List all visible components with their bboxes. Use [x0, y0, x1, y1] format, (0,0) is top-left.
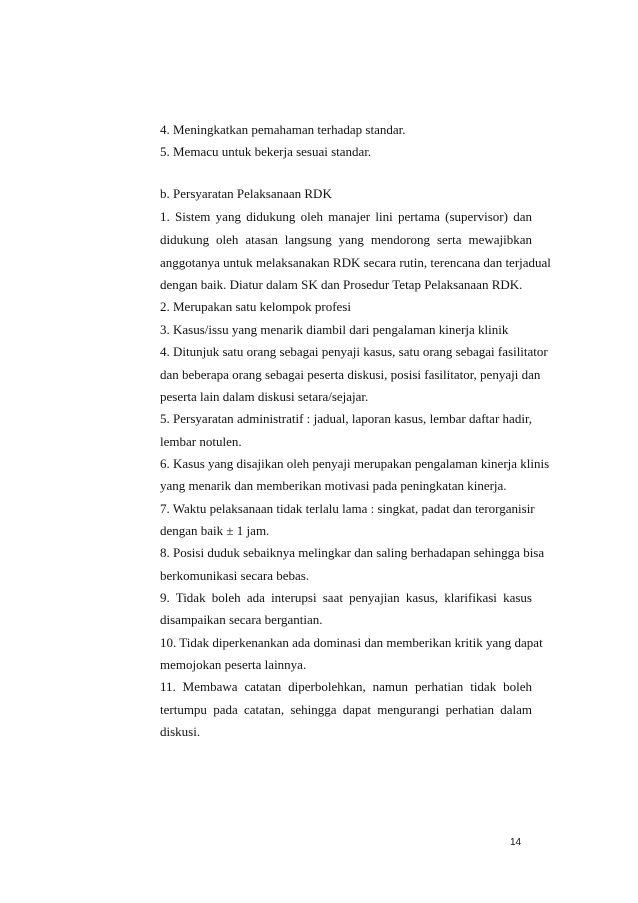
text-line: 6. Kasus yang disajikan oleh penyaji merupakan pengalaman kinerja klinis [160, 456, 550, 471]
text-line: tertumpu pada catatan, sehingga dapat mengurangi perhatian dalam [160, 702, 532, 717]
text-line: 9. Tidak boleh ada interupsi saat penyajian kasus, klarifikasi kasus [160, 590, 532, 605]
text-line: memojokan peserta lainnya. [160, 657, 307, 672]
text-line: 1. Sistem yang didukung oleh manajer lini pertama (supervisor) dan [160, 209, 532, 224]
text-line: lembar notulen. [160, 434, 242, 449]
text-line: anggotanya untuk melaksanakan RDK secara rutin, terencana dan terjadual [160, 255, 551, 270]
text-line: dengan baik. Diatur dalam SK dan Prosedur Tetap Pelaksanaan RDK. [160, 277, 523, 292]
text-line: 5. Persyaratan administratif : jadual, laporan kasus, lembar daftar hadir, [160, 411, 532, 426]
text-line: 3. Kasus/issu yang menarik diambil dari pengalaman kinerja klinik [160, 322, 509, 337]
section-heading: b. Persyaratan Pelaksanaan RDK [160, 186, 332, 201]
text-line: dengan baik ± 1 jam. [160, 523, 270, 538]
text-line: 2. Merupakan satu kelompok profesi [160, 299, 351, 314]
text-line: 8. Posisi duduk sebaiknya melingkar dan saling berhadapan sehingga bisa [160, 545, 545, 560]
text-line: peserta lain dalam diskusi setara/sejajar. [160, 389, 369, 404]
text-line: didukung oleh atasan langsung yang mendorong serta mewajibkan [160, 232, 532, 247]
page-number: 14 [510, 837, 522, 848]
text-line: 4. Meningkatkan pemahaman terhadap standar. [160, 122, 406, 137]
text-line: 10. Tidak diperkenankan ada dominasi dan memberikan kritik yang dapat [160, 635, 543, 650]
text-line: berkomunikasi secara bebas. [160, 568, 310, 583]
text-line: 7. Waktu pelaksanaan tidak terlalu lama : singkat, padat dan terorganisir [160, 501, 535, 516]
text-line: 11. Membawa catatan diperbolehkan, namun perhatian tidak boleh [160, 679, 532, 694]
text-line: dan beberapa orang sebagai peserta diskusi, posisi fasilitator, penyaji dan [160, 367, 541, 382]
text-line: 5. Memacu untuk bekerja sesuai standar. [160, 144, 372, 159]
text-line: 4. Ditunjuk satu orang sebagai penyaji kasus, satu orang sebagai fasilitator [160, 344, 548, 359]
text-line: diskusi. [160, 724, 201, 739]
text-line: yang menarik dan memberikan motivasi pada peningkatan kinerja. [160, 478, 507, 493]
text-line: disampaikan secara bergantian. [160, 612, 323, 627]
